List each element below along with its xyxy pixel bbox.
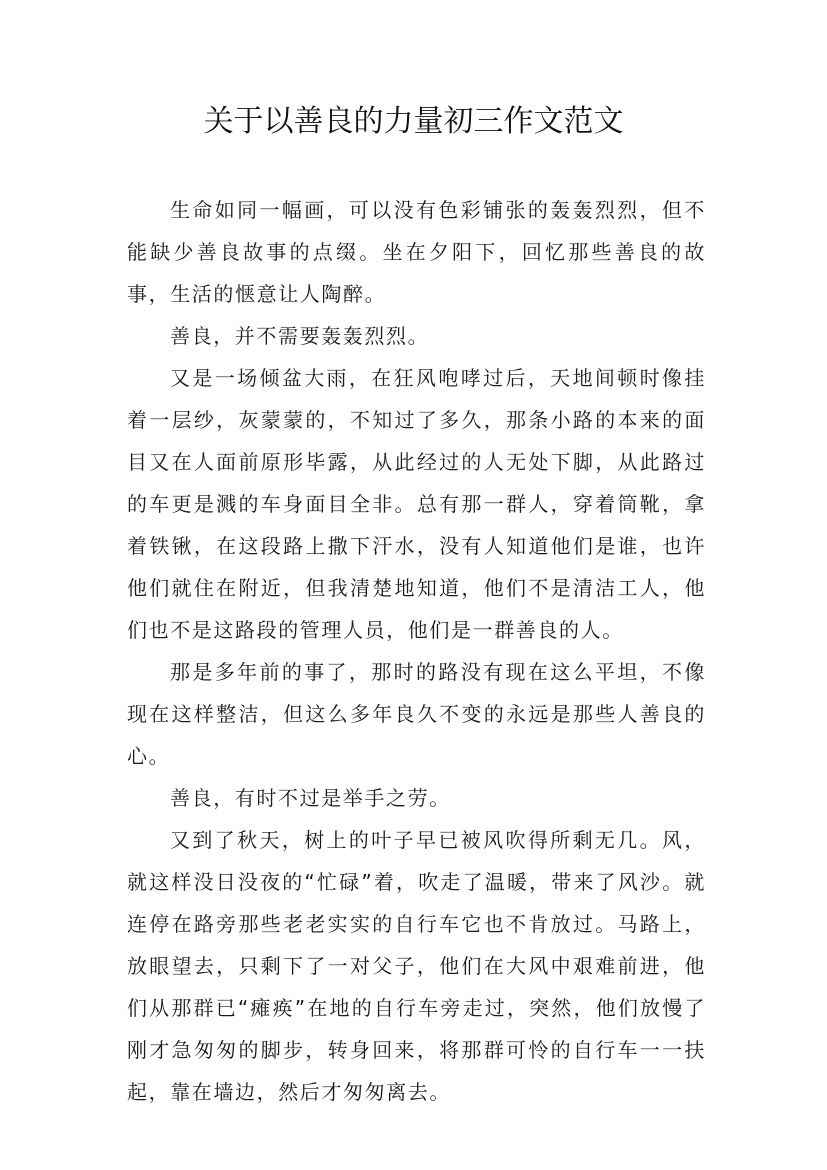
paragraph: 善良，并不需要轰轰烈烈。: [170, 324, 430, 348]
paragraph: 那是多年前的事了，那时的路没有现在这么平坦，不像现在这样整洁，但这么多年良久不变的永远是那些人善良的心。: [127, 660, 706, 768]
paragraph: 善良，有时不过是举手之劳。: [170, 786, 451, 810]
document-body: [127, 189, 706, 1113]
paragraph: 又是一场倾盆大雨，在狂风咆哮过后，天地间顿时像挂着一层纱，灰蒙蒙的，不知过了多久，那条小路的本来的面目又在人面前原形毕露，从此经过的人无处下脚，从此路过的车更是溅的车身面目全非。总有那一群人，穿着筒靴，拿着铁锹，在这段路上撒下汗水，没有人知道他们是谁，也许他们就住在附近，但我清楚地知道，他们不是清洁工人，他们也不是这路段的管理人员，他们是一群善良的人。: [127, 366, 706, 642]
document-title: 关于以善良的力量初三作文范文: [203, 104, 624, 139]
paragraph: 又到了秋天，树上的叶子早已被风吹得所剩无几。风，就这样没日没夜的“忙碌”着，吹走了温暖，带来了风沙。就连停在路旁那些老老实实的自行车它也不肯放过。马路上，放眼望去，只剩下了一对父子，他们在大风中艰难前进，他们从那群已“瘫痪”在地的自行车旁走过，突然，他们放慢了刚才急匆匆的脚步，转身回来，将那群可怜的自行车一一扶起，靠在墙边，然后才匆匆离去。: [127, 828, 706, 1104]
paragraph: 生命如同一幅画，可以没有色彩铺张的轰轰烈烈，但不能缺少善良故事的点缀。坐在夕阳下，回忆那些善良的故事，生活的惬意让人陶醉。: [127, 198, 706, 306]
